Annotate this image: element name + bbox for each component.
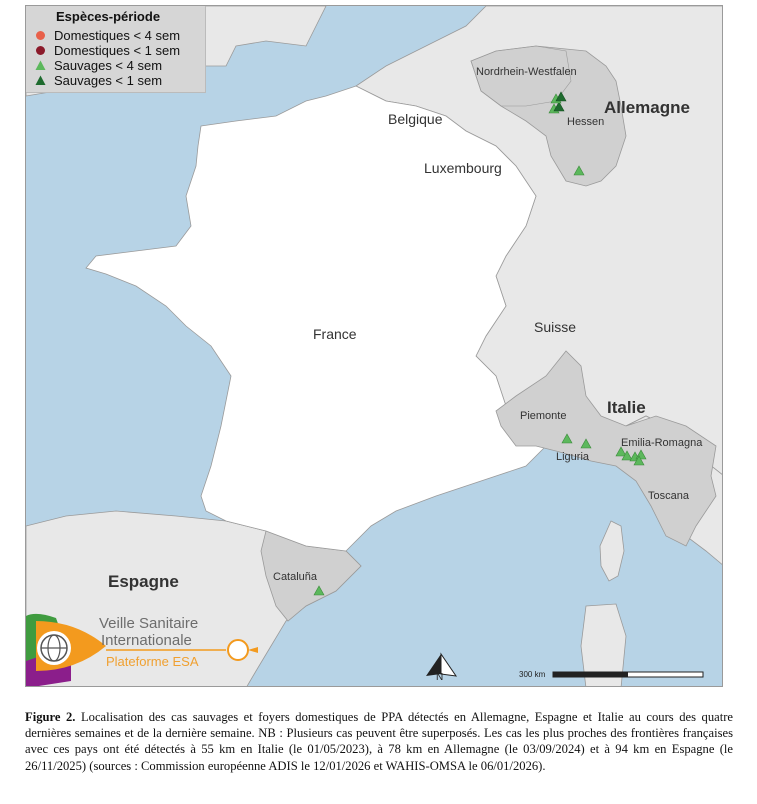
label-toscana: Toscana [648,490,689,502]
label-italie: Italie [607,398,646,417]
figure-caption-text: Localisation des cas sauvages et foyers domestiques de PPA détectés en Allemagne, Espagne et Italie au cours des quatre dernières semaines et de la dernière semaine. NB : Plusieurs cas peuvent être superposés. Les cas les plus proches des frontières françaises avec ces pays ont été détectés à 55 km en Italie (le 01/05/2023), à 78 km en Allemagne (le 03/09/2024) et à 94 km en Espagne (le 26/11/2025) (sources : Commission européenne ADIS le 12/01/2026 et WAHIS-OMSA le 06/01/2026). [25,710,734,773]
label-suisse: Suisse [534,319,577,335]
legend-title: Espèces-période [56,9,161,24]
label-cataluna: Cataluña [273,571,318,583]
logo-text-line2: Internationale [101,632,192,649]
map-legend: Espèces-période Domestiques < 4 sem Domestiques < 1 sem Sauvages < 4 sem Sauvages < 1 sem [26,6,206,93]
logo-text-line1: Veille Sanitaire [99,615,199,632]
map [25,5,723,687]
scale-label: 300 km [519,670,546,679]
triangle-icon [35,75,46,86]
label-liguria: Liguria [556,451,590,463]
north-label: N [436,672,444,683]
label-luxembourg: Luxembourg [424,160,502,176]
label-nrw: Nordrhein-Westfalen [476,66,577,78]
label-piemonte: Piemonte [520,410,567,422]
label-allemagne: Allemagne [604,98,690,117]
label-espagne: Espagne [108,572,179,591]
figure-caption [25,709,733,774]
label-belgique: Belgique [388,111,443,127]
circle-icon [35,45,46,56]
label-emilia-romagna: Emilia-Romagna [621,437,703,449]
triangle-icon [35,60,46,71]
label-france: France [313,326,357,342]
logo-text-line3: Plateforme ESA [106,654,199,669]
scale-bar-fill [553,672,628,677]
figure-label: Figure 2. [25,710,76,724]
label-hessen: Hessen [567,116,605,128]
circle-icon [35,30,46,41]
